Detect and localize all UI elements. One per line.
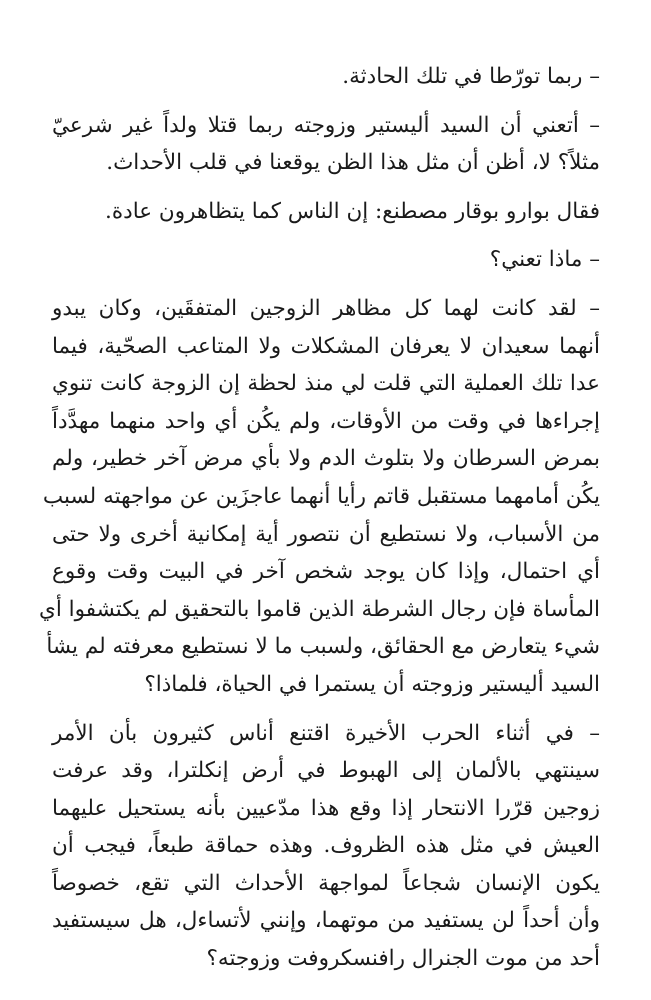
text-line: فقال بوارو بوقار مصطنع: إن الناس كما يتظاهرون عادة. [105, 198, 600, 224]
text-line: – ربما تورّطا في تلك الحادثة. [342, 64, 600, 89]
text-line: زوجين قرّرا الانتحار إذا وقع هذا مدّعيين بأنه يستحيل عليهما [52, 795, 600, 821]
text-line: إجراءها في وقت من الأوقات، ولم يكُن أي واحد منهما مهدَّداً [52, 408, 600, 434]
text-line: – لقد كانت لهما كل مظاهر الزوجين المتفقَين، وكان يبدو [52, 295, 600, 321]
paragraph [52, 715, 600, 978]
text-line: يكون الإنسان شجاعاً لمواجهة الأحداث التي تقع، خصوصاً [52, 870, 600, 896]
text-line: السيد أليستير وزوجته أن يستمرا في الحياة، فلماذا؟ [144, 671, 600, 697]
text-line: مثلاً؟ لا، أظن أن مثل هذا الظن يوقعنا في قلب الأحداث. [106, 150, 600, 176]
paragraph [52, 193, 600, 231]
text-line: أنهما سعيدان لا يعرفان المشكلات ولا المتاعب الصحّية، فيما [52, 333, 600, 359]
paragraph [52, 58, 600, 96]
text-line: من الأسباب، ولا نستطيع أن نتصور أية إمكانية أخرى ولا حتى [52, 521, 600, 547]
text-line: العيش في مثل هذه الظروف. وهذه حماقة طبعاً، فيجب أن [52, 833, 600, 859]
paragraph [52, 107, 600, 182]
text-line: بمرض السرطان ولا بتلوث الدم ولا بأي مرض آخر خطير، ولم [52, 446, 600, 472]
paragraph [39, 290, 600, 704]
text-line: سينتهي بالألمان إلى الهبوط في أرض إنكلترا، وقد عرفت [52, 758, 600, 784]
text-line: أي احتمال، وإذا كان يوجد شخص آخر في البيت وقت وقوع [52, 559, 600, 585]
text-line: أحد من موت الجنرال رافنسكروفت وزوجته؟ [206, 946, 600, 972]
text-line: وأن أحداً لن يستفيد من موتهما، وإنني لأتساءل، هل سيستفيد [52, 908, 600, 934]
text-line: يكُن أمامهما مستقبل قاتم رأيا أنهما عاجزَين عن مواجهته لسبب [42, 483, 600, 509]
text-line: شيء يتعارض مع الحقائق، ولسبب ما لا نستطيع معرفته لم يشأ [46, 634, 600, 660]
text-line: – في أثناء الحرب الأخيرة اقتنع أناس كثيرون بأن الأمر [52, 720, 600, 746]
text-line: – ماذا تعني؟ [489, 247, 600, 273]
text-line: المأساة فإن رجال الشرطة الذين قاموا بالتحقيق لم يكتشفوا أي [39, 596, 600, 622]
paragraph [52, 241, 600, 279]
text-line: عدا تلك العملية التي قلت لي منذ لحظة إن الزوجة كانت تنوي [52, 371, 600, 397]
book-page [39, 58, 600, 989]
text-line: – أتعني أن السيد أليستير وزوجته ربما قتلا ولداً غير شرعيّ [52, 112, 600, 138]
